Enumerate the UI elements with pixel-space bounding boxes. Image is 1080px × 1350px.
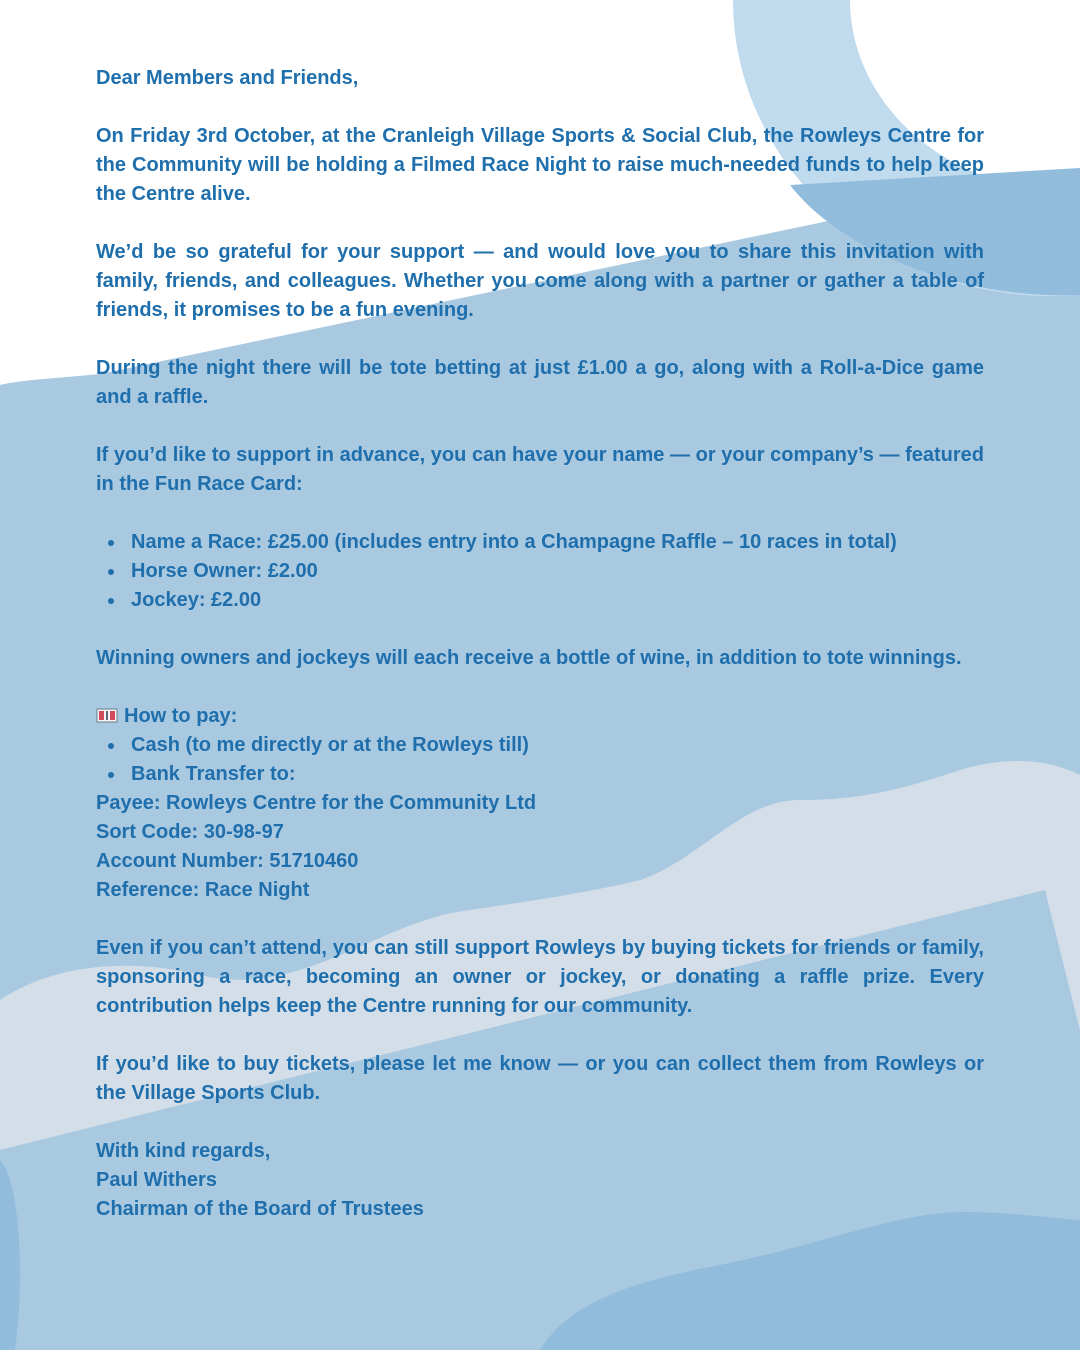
signoff-title: Chairman of the Board of Trustees [96, 1198, 424, 1220]
bank-sort-code: Sort Code: 30-98-97 [96, 821, 284, 843]
list-item: Cash (to me directly or at the Rowleys till) [131, 731, 984, 760]
sponsorship-list [96, 528, 984, 615]
letter-body [96, 64, 984, 1224]
signoff-name: Paul Withers [96, 1169, 217, 1191]
signoff-closing: With kind regards, [96, 1140, 271, 1162]
payment-methods-list [96, 731, 984, 789]
cash-icon [96, 707, 118, 724]
tickets-paragraph: If you’d like to buy tickets, please let me know — or you can collect them from Rowleys or the Village Sports Club. [96, 1053, 984, 1104]
betting-paragraph: During the night there will be tote betting at just £1.00 a go, along with a Roll-a-Dice game and a raffle. [96, 357, 984, 408]
payment-section [96, 702, 984, 905]
list-item: Horse Owner: £2.00 [131, 557, 984, 586]
support-paragraph: We’d be so grateful for your support — and would love you to share this invitation with family, friends, and colleagues. Whether you come along with a partner or gather a table of friends, it promises to be a fun evening. [96, 241, 984, 321]
bank-reference: Reference: Race Night [96, 879, 310, 901]
winnings-paragraph: Winning owners and jockeys will each receive a bottle of wine, in addition to tote winnings. [96, 647, 962, 669]
greeting: Dear Members and Friends, [96, 67, 359, 89]
payment-heading [96, 702, 984, 731]
signoff [96, 1137, 984, 1224]
payment-heading-text: How to pay: [124, 705, 238, 727]
intro-paragraph: On Friday 3rd October, at the Cranleigh Village Sports & Social Club, the Rowleys Centre for the Community will be holding a Filmed Race Night to raise much-needed funds to help keep the Centre alive. [96, 125, 984, 205]
list-item: Jockey: £2.00 [131, 586, 984, 615]
cant-attend-paragraph: Even if you can’t attend, you can still support Rowleys by buying tickets for friends or family, sponsoring a race, becoming an owner or jockey, or donating a raffle prize. Every contribution helps keep the Centre running for our community. [96, 937, 984, 1017]
list-item: Bank Transfer to: [131, 760, 984, 789]
bank-payee: Payee: Rowleys Centre for the Community Ltd [96, 792, 537, 814]
advance-paragraph: If you’d like to support in advance, you can have your name — or your company’s — featured in the Fun Race Card: [96, 444, 984, 495]
list-item: Name a Race: £25.00 (includes entry into a Champagne Raffle – 10 races in total) [131, 528, 984, 557]
bank-account-number: Account Number: 51710460 [96, 850, 359, 872]
